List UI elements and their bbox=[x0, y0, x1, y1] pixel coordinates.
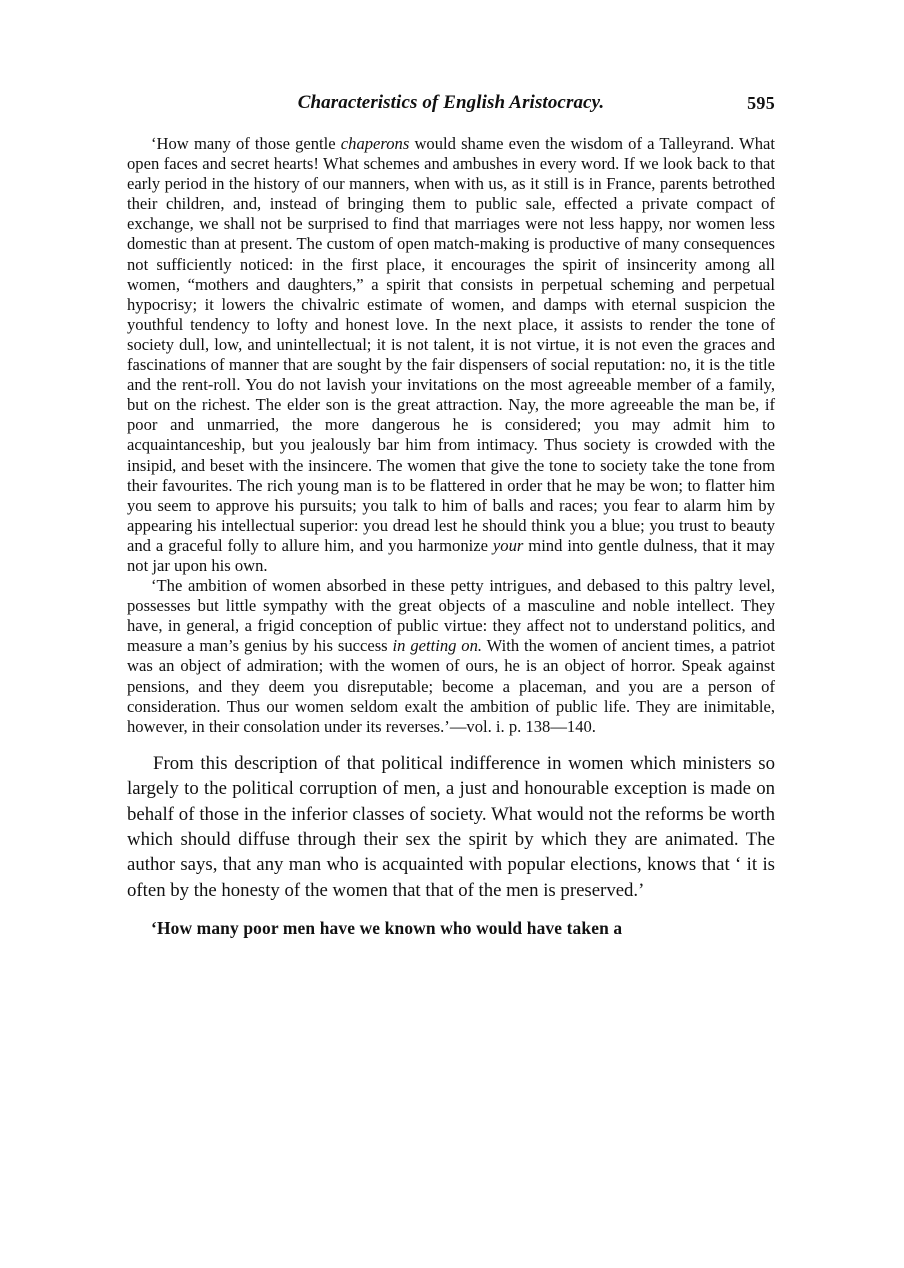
running-head bbox=[127, 92, 775, 118]
extract-1-italic-your: your bbox=[492, 535, 524, 555]
quoted-extract-paragraph-3 bbox=[127, 916, 775, 940]
text-column bbox=[127, 134, 775, 940]
extract-1-text-c: mind into gentle dulness, that it may not jar upon his own. bbox=[127, 535, 775, 575]
quoted-extract-paragraph-1 bbox=[127, 134, 775, 576]
extract-3-text: How many poor men have we known who would have taken a bbox=[156, 918, 623, 939]
commentary-text: From this description of that political indifference in women which ministers so largely to the political corruption of men, a just and honourable exception is made on behalf of those in the inferior classes of society. What would not the reforms be worth which should diffuse through their sex the spirit by which they are animated. The author says, that any man who is acquainted with popular elections, knows that ‘ it is often by the honesty of the women that that of the men is preserved.’ bbox=[127, 752, 775, 901]
page-title: Characteristics of English Aristocracy. bbox=[297, 92, 605, 113]
extract-1-text-a: How many of those gentle bbox=[156, 134, 341, 153]
source-citation: —vol. i. p. 138—140. bbox=[449, 716, 596, 736]
page-number: 595 bbox=[747, 93, 775, 113]
extract-2-text-b: With the women of ancient times, a patriot was an object of admiration; with the women of ours, he is an object of horror. Speak against pensions, and they deem you disreputable; become a placeman, and you are a person of consideration. Thus our women seldom exalt the ambition of public life. They are inimitable, however, in their consolation under its reverses.’ bbox=[127, 636, 775, 736]
quoted-extract-paragraph-2 bbox=[127, 576, 775, 737]
commentary-paragraph bbox=[127, 751, 775, 903]
extract-1-text-b: would shame even the wisdom of a Talleyrand. What open faces and secret hearts! What schemes and ambushes in every word. If we look back to that early period in the history of our manners, when with us, as it still is in France, parents betrothed their children, and, instead of bringing them to public sale, effected a private compact of exchange, we shall not be surprised to find that marriages were not less happy, nor women less domestic than at present. The custom of open match-making is productive of many consequences not sufficiently noticed: in the first place, it encourages the spirit of insincerity among all women, “mothers and daughters,” a spirit that consists in perpetual scheming and perpetual hypocrisy; it lowers the chivalric estimate of women, and damps with eternal suspicion the youthful tendency to lofty and honest love. In the next place, it assists to render the tone of society dull, low, and unintellectual; it is not talent, it is not virtue, it is not even the graces and fascinations of manner that are sought by the fair dispensers of social reputation: no, it is the title and the rent-roll. You do not lavish your invitations on the most agreeable member of a family, but on the richest. The elder son is the great attraction. Nay, the more agreeable the man be, if poor and unmarried, the more dangerous he is considered; you may admit him to acquaintanceship, but you jealously bar him from intimacy. Thus society is crowded with the insipid, and beset with the insincere. The women that give the tone to society take the tone from their favourites. The rich young man is to be flattered in order that he may be won; to flatter him you seem to approve his pursuits; you talk to him of balls and races; you fear to alarm him by appearing his intellectual superior: you dread lest he should think you a blue; you trust to beauty and a graceful folly to allure him, and you harmonize bbox=[127, 134, 775, 555]
extract-2-italic-in-getting-on: in getting on. bbox=[392, 636, 483, 656]
open-quote-mark: ‘ bbox=[151, 576, 157, 596]
open-quote-mark: ‘ bbox=[151, 134, 157, 153]
open-quote-mark: ‘ bbox=[151, 918, 157, 939]
extract-2-text-a: The ambition of women absorbed in these petty intrigues, and debased to this paltry level, possesses but little sympathy with the great objects of a masculine and noble intellect. They have, in general, a frigid conception of public virtue: they affect not to understand politics, and measure a man’s genius by his success bbox=[127, 576, 775, 656]
extract-1-italic-chaperons: chaperons bbox=[340, 134, 410, 153]
